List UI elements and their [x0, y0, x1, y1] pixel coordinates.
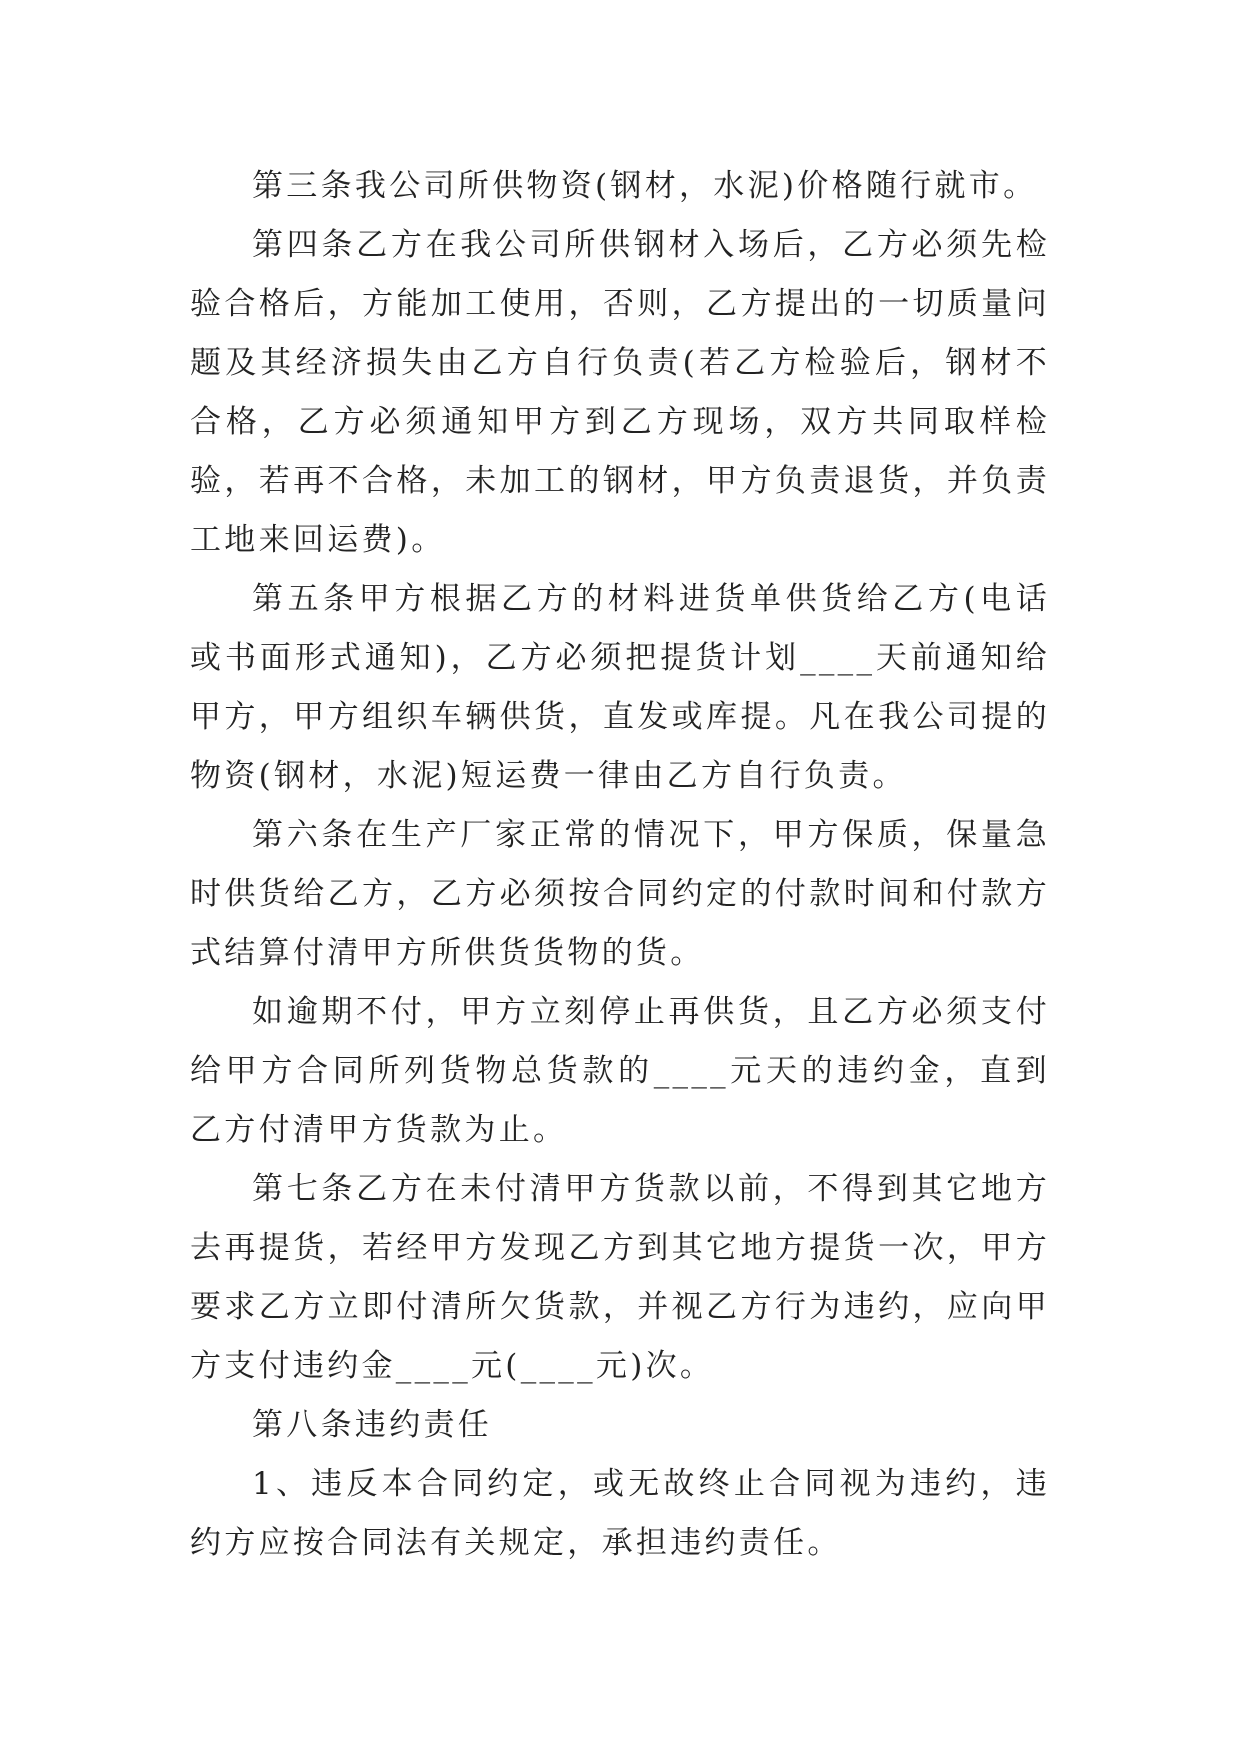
- clause-5-paragraph: 第五条甲方根据乙方的材料进货单供货给乙方(电话或书面形式通知)，乙方必须把提货计划____天前通知给甲方，甲方组织车辆供货，直发或库提。凡在我公司提的物资(钢材，水泥)短运费一律由乙方自行负责。: [190, 581, 1050, 794]
- document-body: [190, 157, 1050, 1573]
- clause-3-paragraph: 第三条我公司所供物资(钢材，水泥)价格随行就市。: [252, 168, 1038, 204]
- overdue-payment-paragraph: 如逾期不付，甲方立刻停止再供货，且乙方必须支付给甲方合同所列货物总货款的____元天的违约金，直到乙方付清甲方货款为止。: [190, 994, 1050, 1148]
- clause-8-heading: 第八条违约责任: [252, 1407, 493, 1443]
- clause-7-paragraph: 第七条乙方在未付清甲方货款以前，不得到其它地方去再提货，若经甲方发现乙方到其它地方提货一次，甲方要求乙方立即付清所欠货款，并视乙方行为违约，应向甲方支付违约金____元(____元)次。: [190, 1171, 1050, 1384]
- clause-6-paragraph: 第六条在生产厂家正常的情况下，甲方保质，保量急时供货给乙方，乙方必须按合同约定的付款时间和付款方式结算付清甲方所供货货物的货。: [190, 817, 1050, 971]
- breach-item-1-paragraph: 1、违反本合同约定，或无故终止合同视为违约，违约方应按合同法有关规定，承担违约责任。: [190, 1466, 1050, 1561]
- clause-4-paragraph: 第四条乙方在我公司所供钢材入场后，乙方必须先检验合格后，方能加工使用，否则，乙方提出的一切质量问题及其经济损失由乙方自行负责(若乙方检验后，钢材不合格，乙方必须通知甲方到乙方现场，双方共同取样检验，若再不合格，未加工的钢材，甲方负责退货，并负责工地来回运费)。: [190, 227, 1050, 558]
